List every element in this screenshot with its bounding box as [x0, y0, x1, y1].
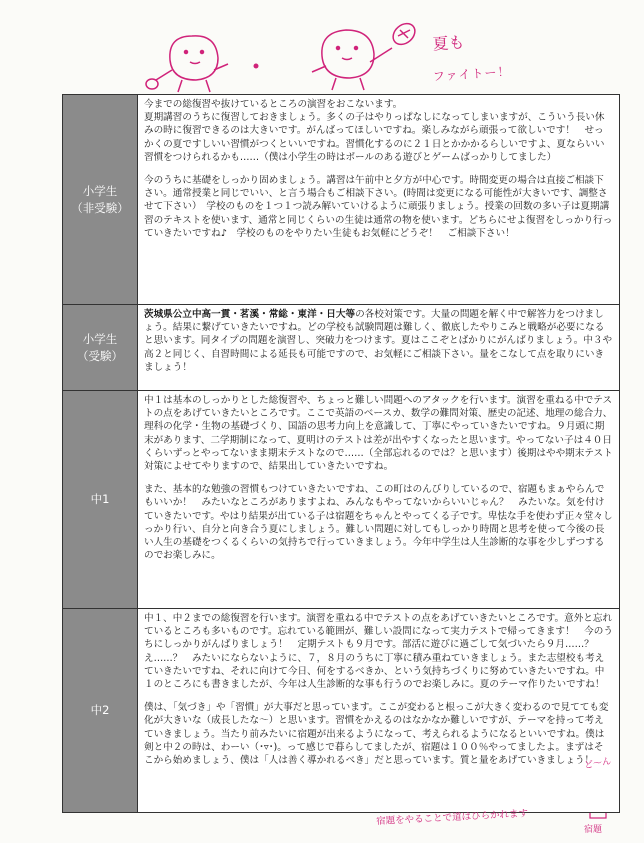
table-row: [63, 391, 620, 609]
row-content: [138, 305, 620, 391]
row-content: [138, 609, 620, 813]
handwritten-side-note: ど～ん: [583, 756, 612, 772]
bold-lead: 茨城県公立中高一貫・茗溪・常総・東洋・日大等: [144, 309, 356, 320]
row-content: [138, 95, 620, 305]
row-label: 小学生 （非受験）: [63, 95, 138, 305]
paragraph: 今までの総復習や抜けているところの演習をおこないます。 夏期講習のうちに復習しておきましょう。多くの子はやりっぱなしになってしまいますが、こういう長い休みの時に復習できるのは大きいです。がんばってほしいですね。楽しみながら頑張って欲しいです！ せっかくの夏ですしいい習慣がつくといいですね。習慣化するのに２１日とかかかるらしいですよ、夏ならいい習慣をつけられるかも……（僕は小学生の時はボールのある遊びとゲームばっかりしてました）: [144, 99, 605, 163]
summer-course-table: [62, 94, 620, 813]
row-label: 中2: [63, 609, 138, 813]
paragraph: 中１、中２までの総復習を行います。演習を重ねる中でテストの点をあげていきたいところです。意外と忘れているところも多いものです。忘れている範囲が、難しい設問になって実力テストで帰ってきます！ 今のうちにしっかりがんばりましょう！ 定期テストも９月です。部活に遊びに過ごして気づいたら９月……？ え……？ みたいにならないように、７，８月のうちに丁寧に積み重ねていきましょう。また志望校も考えていきたいですね、それに向けて今日、何をするべきか、という気持ちづくりに努めていきたいですね。中１のところにも書きましたが、今年は人生診断的な事も行うのでお楽しみに。夏のテーマ作りたいですね！: [144, 613, 613, 691]
handwritten-header-note: [430, 24, 545, 102]
row-label: 小学生 （受験）: [63, 305, 138, 391]
row-label: 中1: [63, 391, 138, 609]
table-row: [63, 95, 620, 305]
ink-dot-icon: [254, 64, 259, 69]
table-row: [63, 609, 620, 813]
paragraph: また、基本的な勉強の習慣もつけていきたいですね、この町はのんびりしているので、宿題もまぁやらんでもいいか！ みたいなところがありますよね、みんなもやってないからいいじゃん？ みたいな。気を付けていきたいです。やはり結果が出ている子は宿題をちゃんとやってくる子です。卑怯な手を使わず正々堂々しっかり行い、自分と向き合う夏にしましょう。難しい問題に対してもしっかり時間と思考を使って今後の長い人生の基礎をつくるくらいの気持ちで行っていきましょう。今年中学生は人生診断的な事を少しずつするのでお楽しみに。: [144, 484, 613, 562]
header-note-line2: ファイトー！: [432, 64, 511, 84]
table-row: [63, 305, 620, 391]
paragraph: 茨城県公立中高一貫・茗溪・常総・東洋・日大等の各校対策です。大量の問題を解く中で解答力をつけましょう。結果に繋げていきたいですね。どの学校も試験問題は難しく、徹底したやりこみと戦略が必要になると思います。同タイプの問題を演習し、突破力をつけます。夏はここぞとばかりにがんばりましょう。中３や高２と同じく、自習時間による延長も可能ですので、お気軽にご相談下さい。量をこなして点を取りにいきましょう！: [144, 309, 613, 373]
handwritten-side-note-label: 宿題: [584, 825, 603, 835]
cartoon-character-left-icon: [146, 36, 228, 92]
paragraph: 僕は、「気づき」や「習慣」が大事だと思っています。ここが変わると根っこが大きく変わるので見てても変化が大きいな（成長したな～）と思います。習慣をかえるのはなかなか難しいですが、テーマを持って考えていきましょう。当たり前みたいに宿題が出来るようになって、考えられるようになるといいですね。僕は剣と中２の時は、わーい（･▿･)。って感じで暮らしてましたが、宿題は１００％やってましたよ。まずはそこから始めましょう、僕は「人は善く導かれるべき」だと思っています。質と量をあげていきましょう！: [144, 702, 609, 767]
handwritten-bottom-note: 宿題をやることで道はひらかれます: [375, 808, 529, 828]
header-note-line1: 夏も: [431, 32, 466, 54]
paragraph: 今のうちに基礎をしっかり固めましょう。講習は午前中と夕方が中心です。時間変更の場合は直接ご相談下さい。通常授業と同じでいい、と言う場合もご相談下さい。(時間は変更になる可能性が大きいです、調整させて下さい） 学校のものを１つ１つ読み解いていけるように頑張りましょう。授業の回数の多い子は夏期講習のテキストを使います、通常と同じくらいの生徒は通常の物を使います。どちらにせよ復習をしっかり行っていきたいですね♪ 学校のものをやりたい生徒もお気軽にどうぞ！ ご相談下さい！: [144, 175, 613, 239]
paragraph: 中１は基本のしっかりとした総復習や、ちょっと難しい問題へのアタックを行います。演習を重ねる中でテストの点をあげていきたいところです。ここで英語のベースカ、数学の難問対策、歴史の記述、地理の総合力、理科の化学・生物の基礎づくり、国語の思考力向上を意識して、丁寧にやっていきたいですね。９月頭に期末があります、二学期制になって、夏明けのテストは差が出やすくなったと思います。やってない子は４０日くらいずっとやってないまま期末テストなので……（全部忘れるのでは？と思います）後期はやや期末テスト対策によせてやりますので、結果出していきたいですね。: [144, 395, 613, 473]
cartoon-character-right-icon: [312, 19, 419, 90]
row-content: [138, 391, 620, 609]
